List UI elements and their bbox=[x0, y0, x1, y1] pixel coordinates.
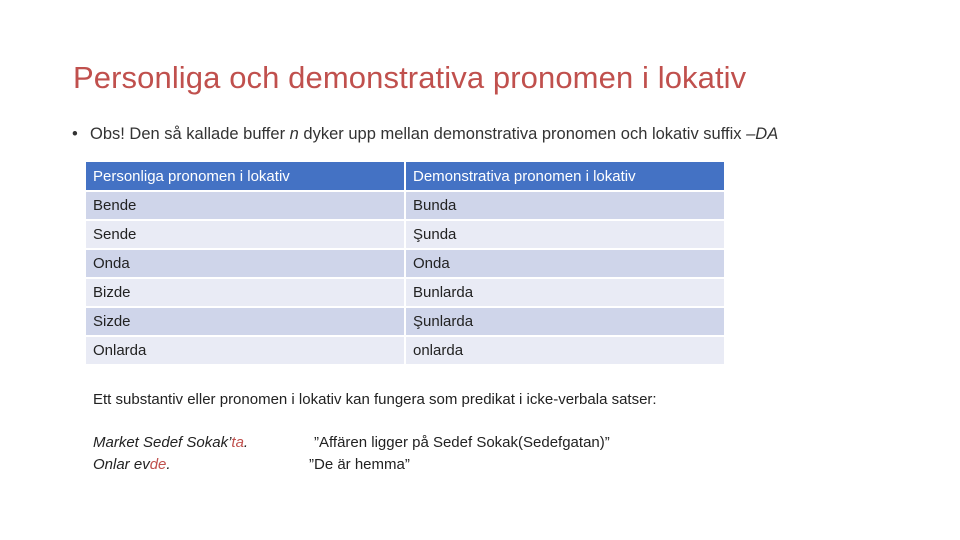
example-end: . bbox=[166, 456, 171, 473]
cell-demonstrative: onlarda bbox=[406, 337, 726, 366]
table-row bbox=[86, 337, 726, 366]
header-demonstrative: Demonstrativa pronomen i lokativ bbox=[406, 162, 726, 192]
cell-personal: Onda bbox=[86, 250, 406, 279]
cell-personal: Bizde bbox=[86, 279, 406, 308]
table-row bbox=[86, 279, 726, 308]
bullet-text-before: Obs! Den så kallade buffer bbox=[90, 125, 290, 143]
slide-title: Personliga och demonstrativa pronomen i lokativ bbox=[73, 60, 747, 95]
example-stem: Market Sedef Sokak’ bbox=[93, 434, 232, 451]
example-sentence-2 bbox=[93, 456, 171, 473]
bullet-point bbox=[72, 125, 778, 144]
example-stem: Onlar ev bbox=[93, 456, 150, 473]
example-translation-2: ”De är hemma” bbox=[309, 456, 410, 473]
lokativ-note: Ett substantiv eller pronomen i lokativ kan fungera som predikat i icke-verbala satser: bbox=[93, 391, 657, 408]
bullet-icon: • bbox=[72, 125, 78, 143]
bullet-italic-da: –DA bbox=[746, 125, 779, 143]
cell-demonstrative: Onda bbox=[406, 250, 726, 279]
table-row bbox=[86, 250, 726, 279]
header-personal: Personliga pronomen i lokativ bbox=[86, 162, 406, 192]
example-suffix: ta bbox=[231, 434, 244, 451]
example-suffix: de bbox=[149, 456, 167, 473]
example-translation-1: ”Affären ligger på Sedef Sokak(Sedefgatan)” bbox=[314, 434, 610, 451]
cell-demonstrative: Şunlarda bbox=[406, 308, 726, 337]
cell-personal: Bende bbox=[86, 192, 406, 221]
bullet-text-middle: dyker upp mellan demonstrativa pronomen och lokativ suffix bbox=[298, 125, 747, 143]
example-sentence-1 bbox=[93, 434, 248, 451]
table-header-row bbox=[86, 162, 726, 192]
cell-demonstrative: Bunda bbox=[406, 192, 726, 221]
cell-demonstrative: Bunlarda bbox=[406, 279, 726, 308]
table-row bbox=[86, 221, 726, 250]
cell-demonstrative: Şunda bbox=[406, 221, 726, 250]
bullet-italic-n: n bbox=[289, 125, 299, 143]
table-row bbox=[86, 192, 726, 221]
pronoun-table bbox=[86, 162, 726, 366]
table-row bbox=[86, 308, 726, 337]
cell-personal: Sizde bbox=[86, 308, 406, 337]
cell-personal: Onlarda bbox=[86, 337, 406, 366]
cell-personal: Sende bbox=[86, 221, 406, 250]
example-end: . bbox=[243, 434, 249, 451]
